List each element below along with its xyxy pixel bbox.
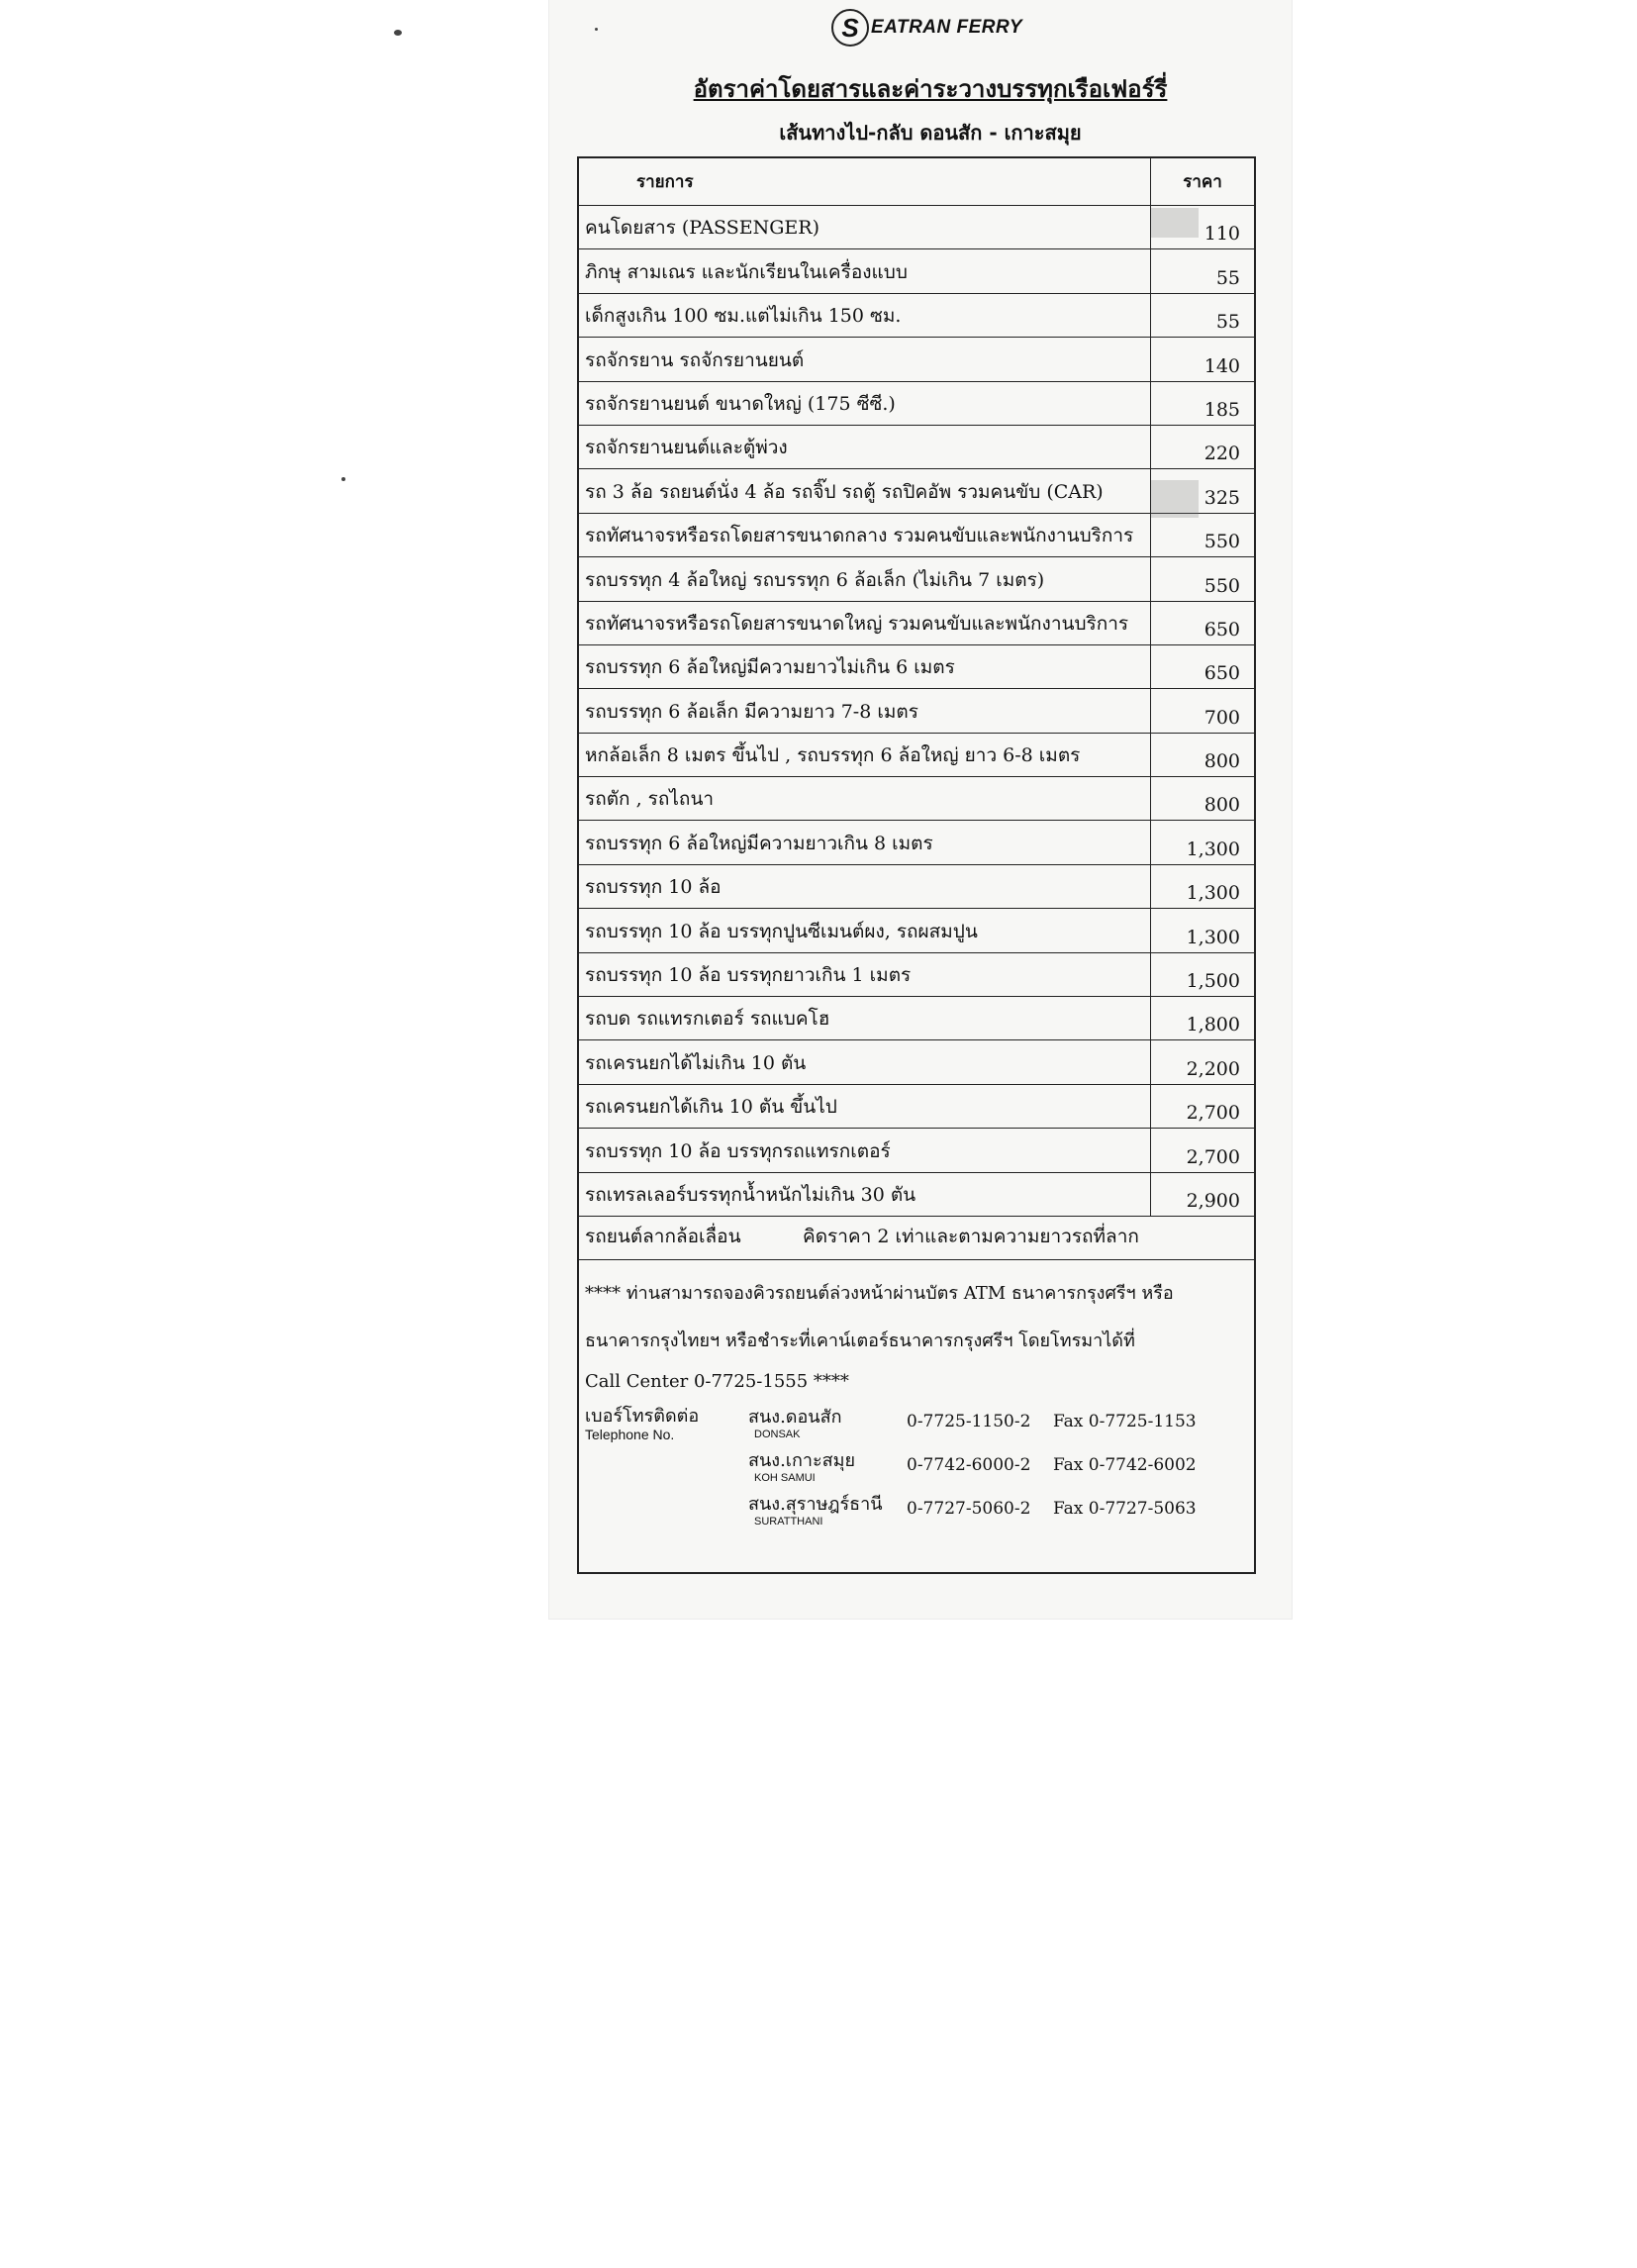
row-price: 2,700 — [1150, 1129, 1254, 1171]
table-row — [579, 777, 1254, 821]
table-row — [579, 953, 1254, 997]
row-price: 1,300 — [1150, 865, 1254, 908]
table-row — [579, 909, 1254, 952]
footer-line-1: **** ท่านสามารถจองคิวรถยนต์ล่วงหน้าผ่านบัตร ATM ธนาคารกรุงศรีฯ หรือ — [585, 1282, 1174, 1304]
row-price: 185 — [1150, 382, 1254, 425]
row-price: 1,800 — [1150, 997, 1254, 1039]
contact-row — [585, 1407, 1248, 1450]
table-row — [579, 1085, 1254, 1129]
special-row-note: คิดราคา 2 เท่าและตามความยาวรถที่ลาก — [803, 1225, 1139, 1247]
row-price: 800 — [1150, 777, 1254, 820]
office-name-en: DONSAK — [754, 1428, 801, 1440]
row-item: คนโดยสาร (PASSENGER) — [585, 217, 820, 240]
special-row — [579, 1217, 1254, 1260]
office-fax: Fax 0-7727-5063 — [1053, 1498, 1197, 1519]
row-item: รถบรรทุก 6 ล้อใหญ่มีความยาวไม่เกิน 6 เมตร — [585, 656, 955, 679]
seatran-logo — [831, 6, 1059, 49]
header-price: ราคา — [1150, 158, 1254, 205]
office-name — [748, 1450, 907, 1485]
table-row — [579, 734, 1254, 777]
table-row — [579, 689, 1254, 733]
row-price: 325 — [1150, 469, 1254, 512]
office-fax: Fax 0-7725-1153 — [1053, 1411, 1197, 1431]
row-price: 55 — [1150, 294, 1254, 337]
table-row — [579, 426, 1254, 469]
table-row — [579, 294, 1254, 338]
office-name — [748, 1407, 907, 1441]
table-row — [579, 557, 1254, 601]
row-item: ภิกษุ สามเณร และนักเรียนในเครื่องแบบ — [585, 260, 908, 283]
table-row — [579, 249, 1254, 293]
row-price: 650 — [1150, 602, 1254, 644]
row-price: 2,200 — [1150, 1040, 1254, 1083]
row-item: รถจักรยานยนต์ ขนาดใหญ่ (175 ซีซี.) — [585, 392, 896, 415]
office-name-en: SURATTHANI — [754, 1515, 823, 1528]
row-price: 1,300 — [1150, 909, 1254, 951]
row-price: 110 — [1150, 206, 1254, 248]
fare-table — [577, 156, 1256, 1574]
table-row — [579, 514, 1254, 557]
contact-list — [585, 1407, 1248, 1537]
row-item: เด็กสูงเกิน 100 ซม.แต่ไม่เกิน 150 ซม. — [585, 305, 902, 328]
row-item: รถจักรยานยนต์และตู้พ่วง — [585, 437, 788, 459]
scan-shading — [1151, 480, 1199, 518]
office-name-th: สนง.สุราษฎร์ธานี — [748, 1493, 883, 1515]
table-row — [579, 382, 1254, 426]
contact-row — [585, 1450, 1248, 1494]
row-item: รถ 3 ล้อ รถยนต์นั่ง 4 ล้อ รถจิ๊ป รถตู้ รถปิคอัพ รวมคนขับ (CAR) — [585, 480, 1104, 503]
row-price: 550 — [1150, 514, 1254, 556]
row-item: รถทัศนาจรหรือรถโดยสารขนาดกลาง รวมคนขับและพนักงานบริการ — [585, 525, 1134, 547]
office-name-th: สนง.เกาะสมุย — [748, 1449, 856, 1471]
row-price: 800 — [1150, 734, 1254, 776]
row-item: รถบรรทุก 10 ล้อ บรรทุกปูนซีเมนต์ผง, รถผสมปูน — [585, 920, 978, 942]
table-row — [579, 602, 1254, 645]
row-item: รถจักรยาน รถจักรยานยนต์ — [585, 348, 805, 371]
row-item: รถเครนยกได้เกิน 10 ตัน ขึ้นไป — [585, 1096, 837, 1119]
row-item: รถบรรทุก 4 ล้อใหญ่ รถบรรทุก 6 ล้อเล็ก (ไม่เกิน 7 เมตร) — [585, 568, 1045, 591]
brand-name: EATRAN FERRY — [871, 17, 1023, 38]
contact-label — [585, 1407, 748, 1442]
page-title: อัตราค่าโดยสารและค่าระวางบรรทุกเรือเฟอร์รี่ — [693, 75, 1168, 103]
footer — [579, 1260, 1254, 1537]
row-item: รถบรรทุก 6 ล้อเล็ก มีความยาว 7-8 เมตร — [585, 700, 918, 723]
table-row — [579, 338, 1254, 381]
row-price: 1,500 — [1150, 953, 1254, 996]
office-fax: Fax 0-7742-6002 — [1053, 1454, 1197, 1475]
row-price: 140 — [1150, 338, 1254, 380]
header-item: รายการ — [636, 172, 694, 192]
logo-mark-icon: S — [831, 9, 869, 47]
scan-speck — [341, 477, 345, 481]
table-row — [579, 1040, 1254, 1084]
office-phone: 0-7742-6000-2 — [907, 1454, 1031, 1475]
scan-speck — [595, 28, 598, 31]
table-row — [579, 821, 1254, 864]
scan-shading — [1151, 208, 1199, 238]
row-item: รถตัก , รถไถนา — [585, 788, 715, 811]
scan-speck — [394, 30, 402, 36]
row-item: รถเครนยกได้ไม่เกิน 10 ตัน — [585, 1051, 807, 1074]
footer-line-2: ธนาคารกรุงไทยฯ หรือชำระที่เคาน์เตอร์ธนาคารกรุงศรีฯ โดยโทรมาได้ที่ — [585, 1330, 1135, 1351]
row-item: รถบรรทุก 10 ล้อ — [585, 876, 722, 899]
row-price: 55 — [1150, 249, 1254, 292]
table-row — [579, 1129, 1254, 1172]
row-price: 650 — [1150, 645, 1254, 688]
contact-label-th: เบอร์โทรติดต่อ — [585, 1405, 700, 1427]
table-row — [579, 645, 1254, 689]
special-row-item: รถยนต์ลากล้อเลื่อน — [585, 1225, 741, 1247]
row-price: 700 — [1150, 689, 1254, 732]
call-center: Call Center 0-7725-1555 **** — [585, 1370, 849, 1392]
row-item: รถบด รถแทรกเตอร์ รถแบคโฮ — [585, 1008, 830, 1031]
office-name-en: KOH SAMUI — [754, 1471, 816, 1484]
row-price: 550 — [1150, 557, 1254, 600]
route-subtitle: เส้นทางไป-กลับ ดอนสัก - เกาะสมุย — [779, 121, 1082, 145]
contact-row — [585, 1494, 1248, 1537]
row-item: รถบรรทุก 6 ล้อใหญ่มีความยาวเกิน 8 เมตร — [585, 832, 933, 854]
row-item: หกล้อเล็ก 8 เมตร ขึ้นไป , รถบรรทุก 6 ล้อใหญ่ ยาว 6-8 เมตร — [585, 744, 1081, 767]
row-price: 2,700 — [1150, 1085, 1254, 1128]
contact-label-en: Telephone No. — [585, 1426, 675, 1442]
row-item: รถทัศนาจรหรือรถโดยสารขนาดใหญ่ รวมคนขับและพนักงานบริการ — [585, 612, 1129, 635]
office-phone: 0-7727-5060-2 — [907, 1498, 1031, 1519]
table-header — [579, 158, 1254, 206]
office-name-th: สนง.ดอนสัก — [748, 1406, 842, 1428]
row-item: รถบรรทุก 10 ล้อ บรรทุกยาวเกิน 1 เมตร — [585, 964, 912, 987]
row-item: รถเทรลเลอร์บรรทุกน้ำหนักไม่เกิน 30 ตัน — [585, 1183, 916, 1206]
table-row — [579, 865, 1254, 909]
office-phone: 0-7725-1150-2 — [907, 1411, 1031, 1431]
table-row — [579, 1173, 1254, 1217]
row-price: 1,300 — [1150, 821, 1254, 863]
row-item: รถบรรทุก 10 ล้อ บรรทุกรถแทรกเตอร์ — [585, 1139, 891, 1162]
table-row — [579, 997, 1254, 1040]
row-price: 220 — [1150, 426, 1254, 468]
office-name — [748, 1494, 907, 1528]
row-price: 2,900 — [1150, 1173, 1254, 1216]
